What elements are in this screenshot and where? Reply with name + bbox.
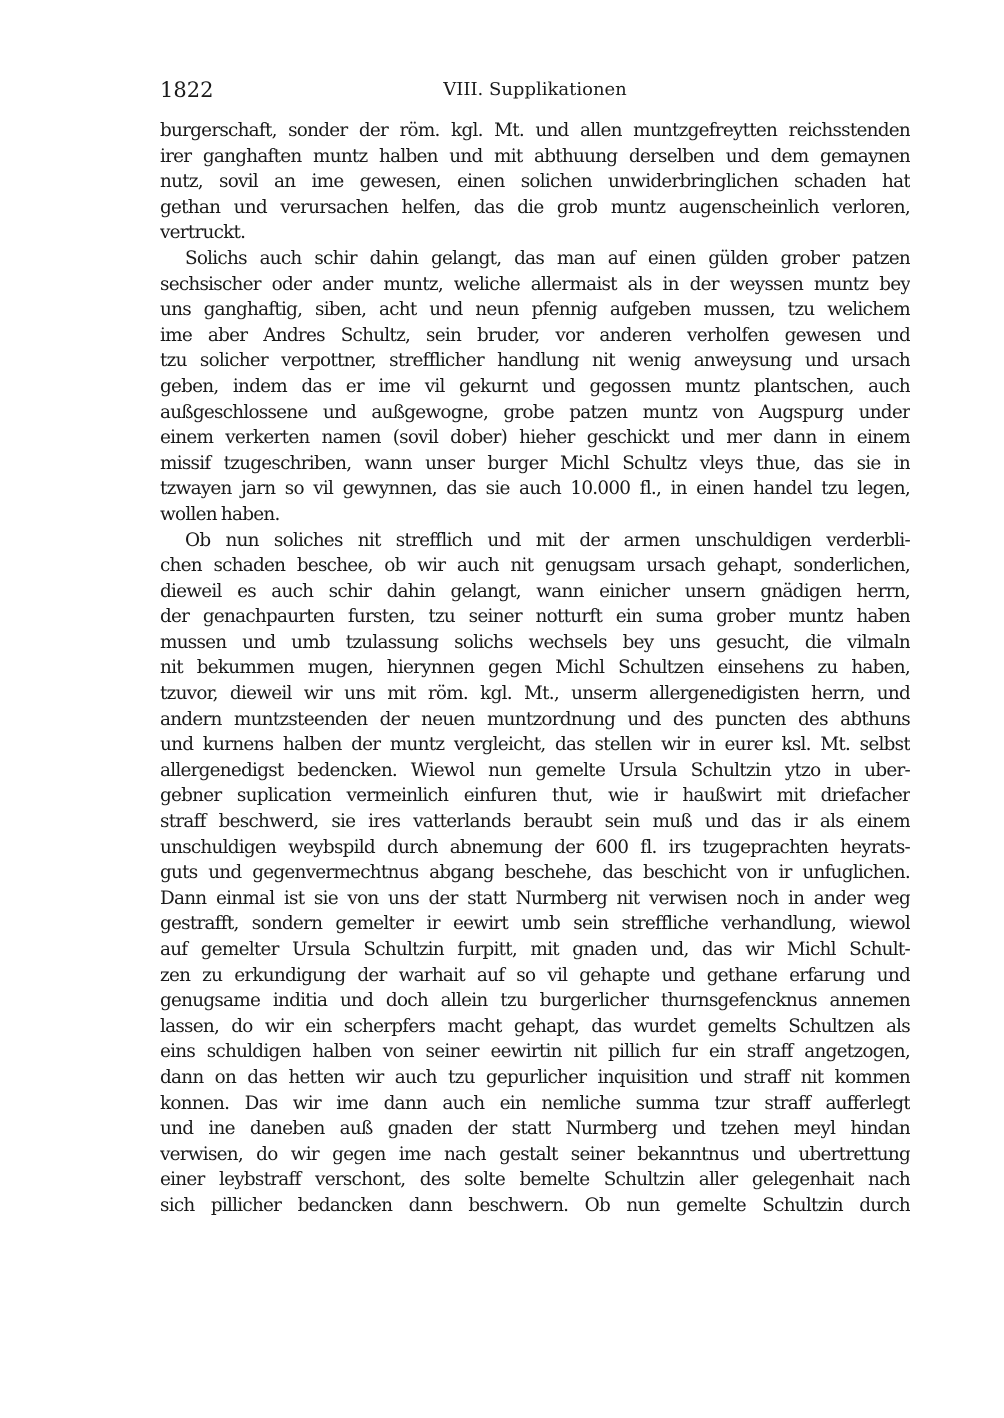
text-line: mussen und umb tzulassung solichs wechsels bey uns gesucht, die vilmaln [160,631,910,653]
page-number: 1822 [160,78,214,102]
text-line: verwisen, do wir gegen ime nach gestalt seiner bekanntnus und ubertrettung [160,1143,910,1165]
text-line: Solichs auch schir dahin gelangt, das man auf einen gülden grober patzen [185,247,910,269]
text-line: chen schaden beschee, ob wir auch nit genugsam ursach gehapt, sonderlichen, [160,555,910,577]
text-line: vertruckt. [160,222,246,244]
text-line: dieweil es auch schir dahin gelangt, wann einicher unsern gnädigen herrn, [160,580,910,602]
running-title: VIII. Supplikationen [443,79,627,100]
text-line: tzuvor, dieweil wir uns mit röm. kgl. Mt., unserm allergenedigisten herrn, und [160,683,910,705]
text-line: zen zu erkundigung der warhait auf so vil gehapte und gethane erfarung und [160,964,910,986]
text-line: konnen. Das wir ime dann auch ein nemliche summa tzur straff aufferlegt [160,1092,910,1114]
text-line: Ob nun soliches nit strefflich und mit der armen unschuldigen verderbli- [185,529,910,551]
text-line: dann on das hetten wir auch tzu gepurlicher inquisition und straff nit kommen [160,1066,910,1088]
text-line: allergenedigst bedencken. Wiewol nun gemelte Ursula Schultzin ytzo in uber- [160,759,910,781]
text-line: guts und gegenvermechtnus abgang beschehe, das beschicht von ir unfuglichen. [160,862,910,884]
text-line: wollen haben. [160,503,280,525]
text-line: tzwayen jarn so vil gewynnen, das sie auch 10.000 fl., in einen handel tzu legen, [160,478,910,500]
document-page [160,78,910,1219]
text-line: gethan und verursachen helfen, das die grob muntz augenscheinlich verloren, [160,196,910,218]
text-line: und kurnens halben der muntz vergleicht, das stellen wir in eurer ksl. Mt. selbst [160,734,910,756]
text-line: tzu solicher verpottner, strefflicher handlung nit wenig anweysung und ursach [160,350,910,372]
text-line: irer ganghaften muntz halben und mit abthuung derselben und dem gemaynen [160,145,910,167]
text-line: burgerschaft, sonder der röm. kgl. Mt. und allen muntzgefreytten reichsstenden [160,120,910,141]
text-line: uns ganghaftig, siben, acht und neun pfennig aufgeben mussen, tzu welichem [160,299,910,321]
text-line: sich pillicher bedancken dann beschwern. Ob nun gemelte Schultzin durch [160,1194,910,1216]
text-line: missif tzugeschriben, wann unser burger Michl Schultz vleys thue, das sie in [160,452,910,474]
text-line: eins schuldigen halben von seiner eewirtin nit pillich fur ein straff angetzogen, [160,1041,910,1063]
running-head [160,78,910,108]
text-line: einer leybstraff verschont, des solte bemelte Schultzin aller gelegenhait nach [160,1169,910,1191]
text-line: Dann einmal ist sie von uns der statt Nurmberg nit verwisen noch in ander weg [160,887,910,909]
text-line: einem verkerten namen (sovil dober) hieher geschickt und mer dann in einem [160,427,910,449]
text-line: ime aber Andres Schultz, sein bruder, vor anderen verholfen gewesen und [160,324,910,346]
text-line: genugsame inditia und doch allein tzu burgerlicher thurnsgefencknus annemen [160,990,910,1012]
text-line: der genachpaurten fursten, tzu seiner notturft ein suma grober muntz haben [160,606,910,628]
text-line: auf gemelter Ursula Schultzin furpitt, mit gnaden und, das wir Michl Schult- [160,939,910,960]
text-line: andern muntzsteenden der neuen muntzordnung und des puncten des abthuns [160,708,910,730]
text-line: lassen, do wir ein scherpfers macht gehapt, das wurdet gemelts Schultzen als [160,1015,910,1037]
text-line: nit bekummen mugen, hierynnen gegen Michl Schultzen einsehens zu haben, [160,657,910,679]
text-line: nutz, sovil an ime gewesen, einen solichen unwiderbringlichen schaden hat [160,171,910,193]
text-line: gestrafft, sondern gemelter ir eewirt umb sein streffliche verhandlung, wiewol [160,913,910,935]
text-line: außgeschlossene und außgewogne, grobe patzen muntz von Augspurg under [160,401,910,423]
text-line: unschuldigen weybspild durch abnemung der 600 fl. irs tzugeprachten heyrats- [160,836,910,858]
text-line: und ine daneben auß gnaden der statt Nurmberg und tzehen meyl hindan [160,1118,910,1140]
text-line: sechsischer oder ander muntz, weliche allermaist als in der weyssen muntz bey [160,273,910,295]
text-line: geben, indem das er ime vil gekurnt und gegossen muntz plantschen, auch [160,375,910,397]
text-line: straff beschwerd, sie ires vatterlands beraubt sein muß und das ir als einem [160,811,910,833]
body-text [160,118,910,1219]
text-line: gebner suplication vermeinlich einfuren thut, wie ir haußwirt mit driefacher [160,785,910,807]
